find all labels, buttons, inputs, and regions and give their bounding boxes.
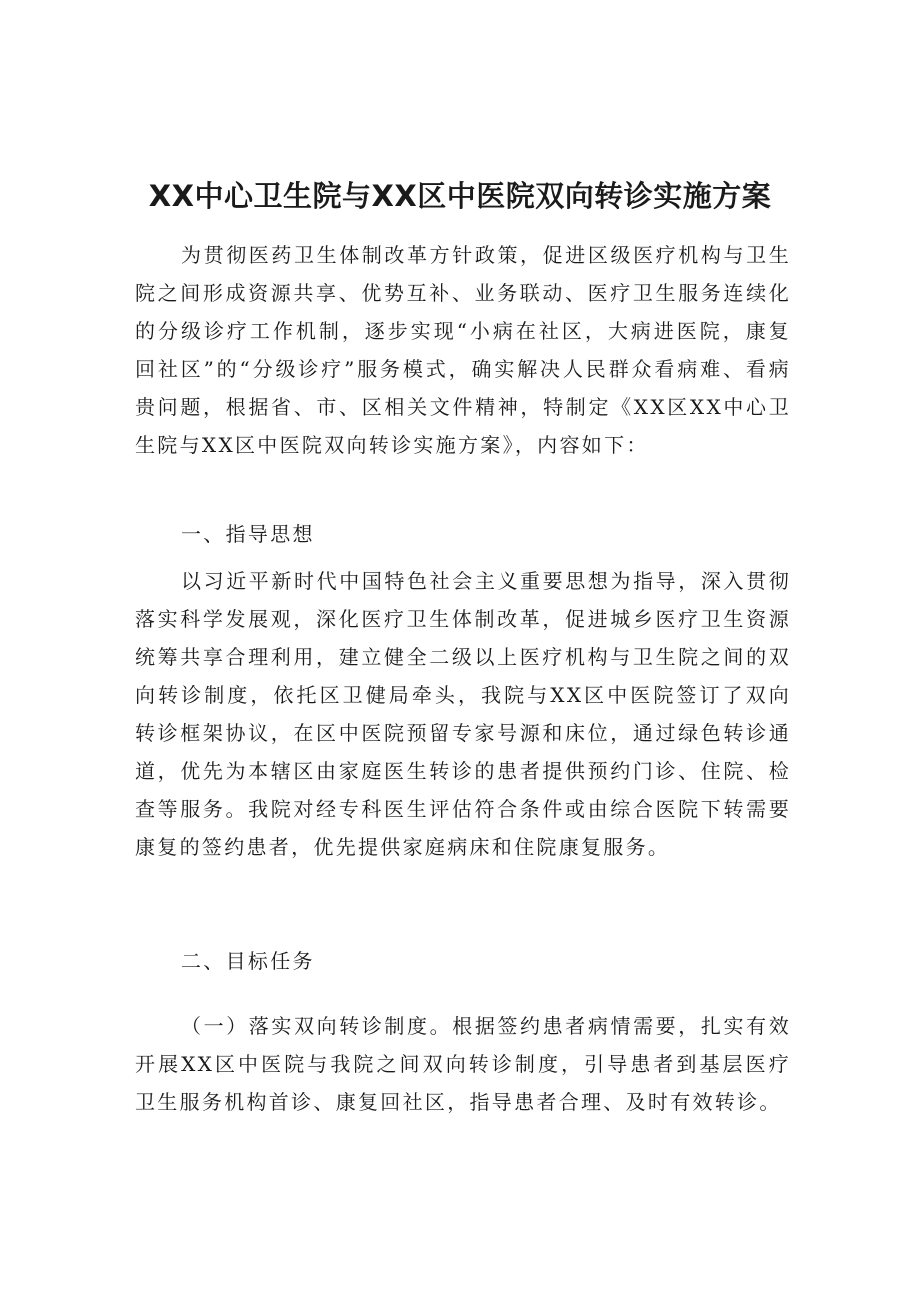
intro-paragraph: 为贯彻医药卫生体制改革方针政策，促进区级医疗机构与卫生院之间形成资源共享、优势互补、业务联动、医疗卫生服务连续化的分级诊疗工作机制，逐步实现“小病在社区，大病进医院，康复回社区”的“分级诊疗”服务模式，确实解决人民群众看病难、看病贵问题，根据省、市、区相关文件精神，特制定《XX区XX中心卫生院与XX区中医院双向转诊实施方案》，内容如下： xyxy=(135,243,791,457)
goals-item-1-paragraph: （一）落实双向转诊制度。根据签约患者病情需要，扎实有效开展XX区中医院与我院之间双向转诊制度，引导患者到基层医疗卫生服务机构首诊、康复回社区，指导患者合理、及时有效转诊。 xyxy=(135,1014,791,1114)
document-title: XX中心卫生院与XX区中医院双向转诊实施方案 xyxy=(148,179,772,213)
section-heading-goals-tasks: 二、目标任务 xyxy=(181,949,315,973)
section-heading-guiding-ideology: 一、指导思想 xyxy=(181,522,315,546)
guiding-ideology-paragraph: 以习近平新时代中国特色社会主义重要思想为指导，深入贯彻落实科学发展观，深化医疗卫生体制改革，促进城乡医疗卫生资源统筹共享合理利用，建立健全二级以上医疗机构与卫生院之间的双向转诊制度，依托区卫健局牵头，我院与XX区中医院签订了双向转诊框架协议，在区中医院预留专家号源和床位，通过绿色转诊通道，优先为本辖区由家庭医生转诊的患者提供预约门诊、住院、检查等服务。我院对经专科医生评估符合条件或由综合医院下转需要康复的签约患者，优先提供家庭病床和住院康复服务。 xyxy=(135,569,791,859)
